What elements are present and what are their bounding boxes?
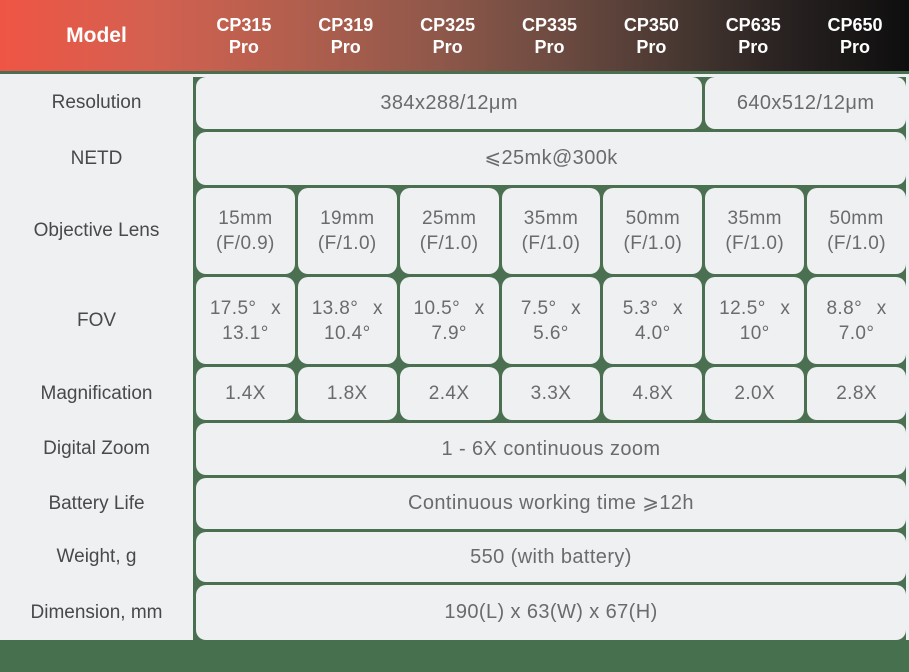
row-label-battery-life: Battery Life: [48, 492, 145, 514]
lens-focal: 50mm: [829, 208, 884, 229]
column-header-cp350-pro: [600, 14, 702, 58]
column-header-cp635-pro: [702, 14, 804, 58]
lens-aperture: (F/0.9): [216, 233, 275, 254]
cell-magnification-cp635: 2.0X: [705, 367, 804, 420]
cell-fov-cp319: [298, 277, 397, 364]
cell-lens-cp325: [400, 188, 499, 274]
column-header-cp325-pro: [397, 14, 499, 58]
bottom-accent-bar: [0, 640, 909, 672]
lens-focal: 35mm: [523, 208, 579, 229]
cell-dimension: 190(L) x 63(W) x 67(H): [196, 585, 906, 640]
cell-fov-cp315: [196, 277, 295, 364]
cell-resolution-640: 640x512/12μm: [705, 77, 906, 129]
table-body: [0, 77, 909, 640]
model-name: CP335: [521, 14, 578, 35]
spec-value-grid: [193, 77, 906, 640]
fov-horizontal: 10.5° x: [413, 297, 485, 319]
model-header-label: Model: [66, 23, 127, 47]
fov-horizontal: 13.8° x: [311, 297, 383, 319]
cell-magnification-cp325: 2.4X: [400, 367, 499, 420]
model-suffix: Pro: [636, 36, 667, 57]
table-header-row: [0, 0, 909, 74]
fov-horizontal: 7.5° x: [520, 297, 582, 319]
lens-focal: 35mm: [727, 208, 782, 229]
fov-vertical: 7.0°: [838, 322, 875, 344]
cell-magnification-cp350: 4.8X: [603, 367, 702, 420]
cell-magnification-cp319: 1.8X: [298, 367, 397, 420]
model-name: CP350: [623, 14, 679, 35]
row-label-magnification: Magnification: [40, 382, 153, 404]
column-header-cp315-pro: [193, 14, 295, 58]
lens-aperture: (F/1.0): [725, 233, 785, 254]
fov-vertical: 13.1°: [222, 322, 269, 344]
model-suffix: Pro: [534, 36, 565, 57]
fov-vertical: 5.6°: [533, 322, 569, 344]
column-header-cp319-pro: [295, 14, 397, 58]
fov-vertical: 10°: [739, 322, 770, 344]
fov-vertical: 4.0°: [635, 322, 671, 344]
lens-aperture: (F/1.0): [419, 233, 479, 254]
fov-vertical: 10.4°: [323, 322, 371, 344]
cell-fov-cp650: [807, 277, 906, 364]
lens-aperture: (F/1.0): [623, 233, 683, 254]
row-label-dimension: Dimension, mm: [30, 601, 163, 623]
lens-aperture: (F/1.0): [317, 233, 377, 254]
model-suffix: Pro: [228, 36, 259, 57]
model-suffix: Pro: [330, 36, 361, 57]
row-label-weight: Weight, g: [56, 546, 137, 567]
cell-lens-cp335: [502, 188, 601, 274]
model-suffix: Pro: [738, 36, 769, 57]
column-header-cp335-pro: [499, 14, 601, 58]
lens-aperture: (F/1.0): [827, 233, 886, 254]
cell-magnification-cp335: 3.3X: [502, 367, 601, 420]
cell-fov-cp635: [705, 277, 804, 364]
fov-horizontal: 8.8° x: [826, 297, 887, 319]
cell-resolution-384: 384x288/12μm: [196, 77, 702, 129]
fov-vertical: 7.9°: [431, 322, 467, 344]
model-name: CP325: [420, 14, 476, 35]
cell-fov-cp335: [502, 277, 601, 364]
model-name: CP315: [216, 14, 272, 35]
column-header-cp650-pro: [804, 14, 906, 58]
cell-magnification-cp650: 2.8X: [807, 367, 906, 420]
cell-netd: ⩽25mk@300k: [196, 132, 906, 185]
row-label-fov: FOV: [76, 309, 117, 331]
model-name: CP635: [725, 14, 781, 35]
cell-lens-cp315: [196, 188, 295, 274]
model-suffix: Pro: [840, 36, 871, 57]
fov-horizontal: 17.5° x: [209, 297, 281, 319]
row-label-netd: NETD: [70, 147, 123, 169]
row-label-resolution: Resolution: [51, 92, 142, 113]
lens-focal: 25mm: [421, 208, 477, 229]
row-label-column: [0, 77, 193, 640]
lens-focal: 50mm: [625, 208, 681, 229]
model-suffix: Pro: [432, 36, 463, 57]
model-name: CP319: [318, 14, 374, 35]
cell-battery-life: Continuous working time ⩾12h: [196, 478, 906, 529]
lens-focal: 19mm: [320, 208, 375, 229]
cell-lens-cp635: [705, 188, 804, 274]
cell-lens-cp650: [807, 188, 906, 274]
cell-digital-zoom: 1 - 6X continuous zoom: [196, 423, 906, 475]
model-name: CP650: [827, 14, 883, 35]
cell-fov-cp325: [400, 277, 499, 364]
lens-focal: 15mm: [218, 208, 273, 229]
lens-aperture: (F/1.0): [521, 233, 581, 254]
cell-lens-cp350: [603, 188, 702, 274]
fov-horizontal: 5.3° x: [622, 297, 683, 319]
cell-magnification-cp315: 1.4X: [196, 367, 295, 420]
fov-horizontal: 12.5° x: [719, 297, 791, 319]
cell-lens-cp319: [298, 188, 397, 274]
cell-weight: 550 (with battery): [196, 532, 906, 582]
row-label-digital-zoom: Digital Zoom: [43, 438, 150, 459]
row-label-objective-lens: Objective Lens: [33, 220, 160, 241]
cell-fov-cp350: [603, 277, 702, 364]
